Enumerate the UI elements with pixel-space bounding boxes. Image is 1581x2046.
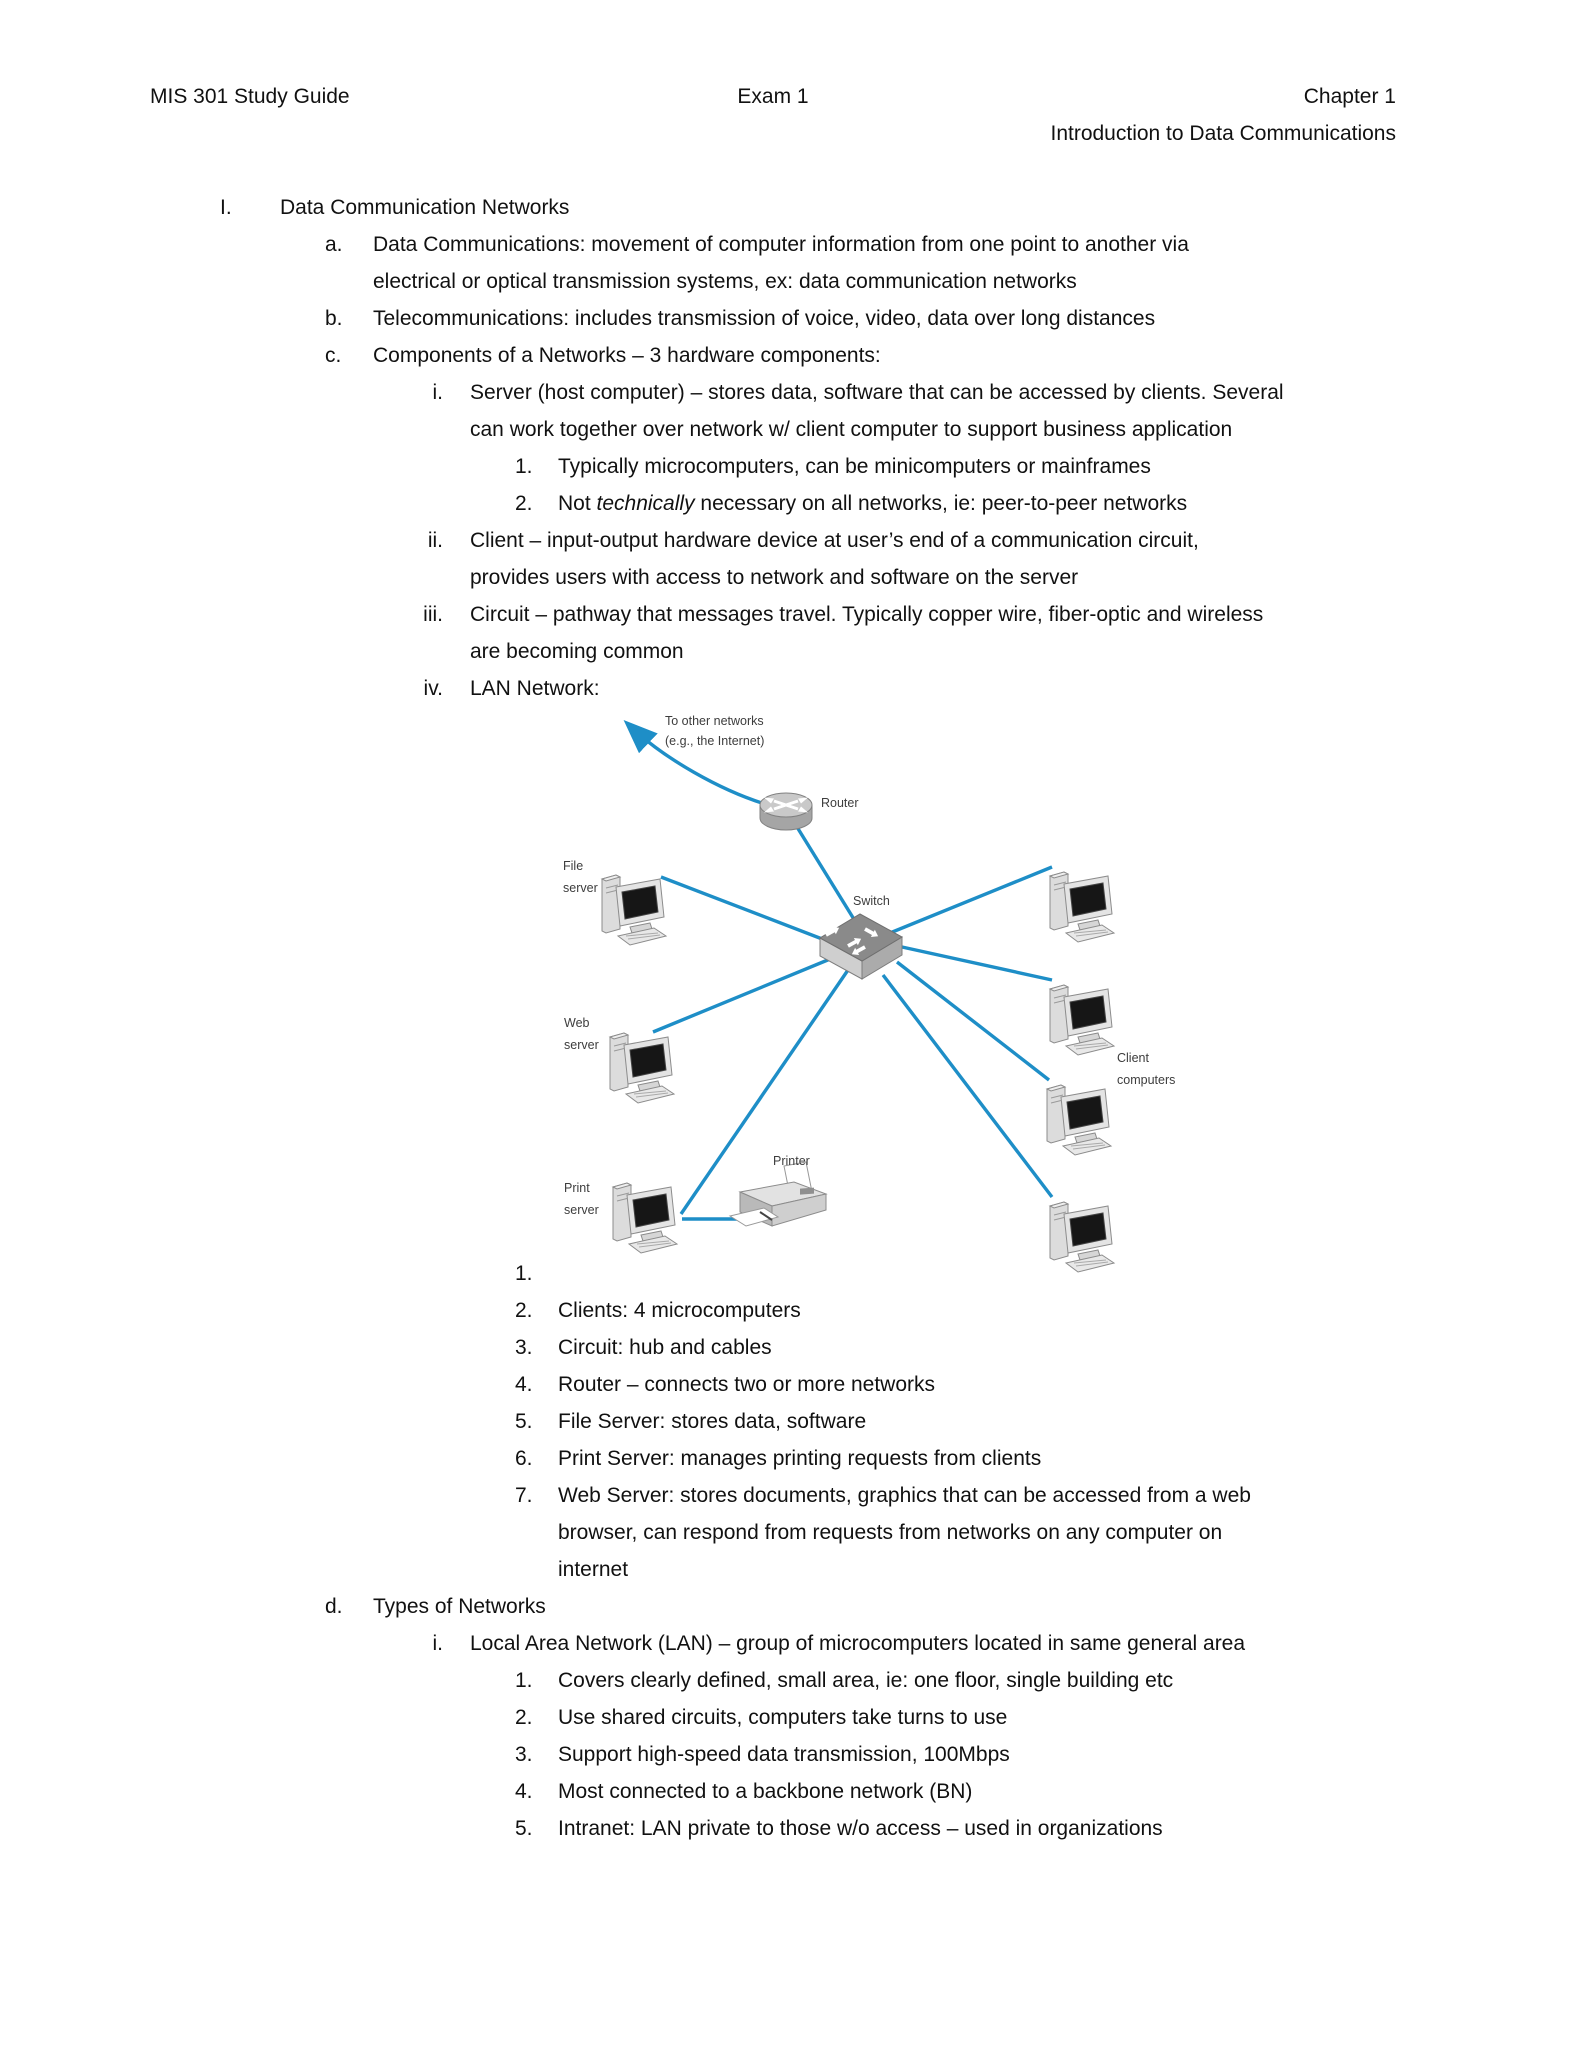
- list-marker: 3.: [515, 1336, 533, 1359]
- list-marker: 1.: [515, 1669, 533, 1692]
- outline-line: [150, 374, 1396, 411]
- outline-line: [150, 263, 1396, 300]
- outline-text: browser, can respond from requests from networks on any computer on: [558, 1521, 1223, 1544]
- outline-line: [150, 1477, 1396, 1514]
- printer-icon: [730, 1162, 826, 1226]
- list-marker: 5.: [515, 1410, 533, 1433]
- list-marker: 1.: [515, 1262, 533, 1285]
- outline-line: [150, 226, 1396, 263]
- outline-text: can work together over network w/ client computer to support business application: [470, 418, 1233, 441]
- switch-label: Switch: [853, 894, 890, 908]
- list-marker: 2.: [515, 1299, 533, 1322]
- outline-line: [150, 300, 1396, 337]
- list-marker: 7.: [515, 1484, 533, 1507]
- outline-text: are becoming common: [470, 640, 684, 663]
- outline-line: [150, 1810, 1396, 1847]
- outline-line: [150, 1440, 1396, 1477]
- list-marker: iii.: [423, 603, 443, 626]
- link-switch-web-server: [653, 957, 835, 1032]
- list-marker: ii.: [427, 529, 443, 552]
- outline-line: [150, 189, 1396, 226]
- list-marker: c.: [325, 344, 342, 367]
- outline-line: [150, 485, 1396, 522]
- client-computer-2-icon: [1050, 985, 1114, 1055]
- list-marker: 2.: [515, 492, 533, 515]
- list-marker: 2.: [515, 1706, 533, 1729]
- outline-line: [150, 1329, 1396, 1366]
- outline-line: [150, 1773, 1396, 1810]
- lan-network-diagram: [545, 707, 1193, 1272]
- outline-line: [150, 1699, 1396, 1736]
- header-exam-label: Exam 1: [737, 85, 809, 108]
- outline-text: Covers clearly defined, small area, ie: one floor, single building etc: [558, 1669, 1174, 1692]
- outline-line: [150, 1625, 1396, 1662]
- outline-text: electrical or optical transmission systems, ex: data communication networks: [373, 270, 1077, 293]
- lan-network-figure: [545, 707, 1193, 1255]
- outline-text: Clients: 4 microcomputers: [558, 1299, 801, 1322]
- list-marker: 5.: [515, 1817, 533, 1840]
- outline-line: [150, 633, 1396, 670]
- list-marker: i.: [432, 1632, 443, 1655]
- outline-text: Web Server: stores documents, graphics that can be accessed from a web: [558, 1484, 1251, 1507]
- outline-text: provides users with access to network and software on the server: [470, 566, 1079, 589]
- outline-line: [150, 1736, 1396, 1773]
- outline-text: Most connected to a backbone network (BN): [558, 1780, 973, 1803]
- outline-text: Router – connects two or more networks: [558, 1373, 935, 1396]
- link-switch-print-server: [681, 970, 848, 1214]
- switch-icon: [820, 914, 902, 979]
- file-server-label-1: File: [563, 859, 584, 873]
- outline-line: [150, 1588, 1396, 1625]
- outline-line: [150, 1292, 1396, 1329]
- list-marker: 4.: [515, 1780, 533, 1803]
- outline-line: [150, 411, 1396, 448]
- outline-text: Data Communications: movement of computer information from one point to another via: [373, 233, 1189, 256]
- web-server-icon: [610, 1033, 674, 1103]
- outline-text: Support high-speed data transmission, 100Mbps: [558, 1743, 1010, 1766]
- list-marker: iv.: [423, 677, 443, 700]
- page-header: [150, 78, 1396, 115]
- print-server-label-1: Print: [564, 1181, 590, 1195]
- client-computers-label-1: Client: [1117, 1051, 1149, 1065]
- outline-text: Client – input-output hardware device at user’s end of a communication circuit,: [470, 529, 1199, 552]
- outline-text: internet: [558, 1558, 629, 1581]
- outline-line: [150, 337, 1396, 374]
- header-chapter-label: Chapter 1: [1303, 85, 1396, 108]
- outline-text: Use shared circuits, computers take turns to use: [558, 1706, 1008, 1729]
- link-switch-file-server: [661, 877, 830, 942]
- outline-line: [150, 596, 1396, 633]
- list-marker: i.: [432, 381, 443, 404]
- list-marker: 4.: [515, 1373, 533, 1396]
- list-marker: 3.: [515, 1743, 533, 1766]
- internet-label-line1: To other networks: [665, 714, 764, 728]
- list-marker: 1.: [515, 455, 533, 478]
- link-switch-client-4: [883, 975, 1052, 1197]
- link-switch-client-2: [902, 947, 1052, 980]
- blank-line: [150, 152, 1396, 189]
- client-computers-label-2: computers: [1117, 1073, 1176, 1087]
- list-marker: a.: [325, 233, 343, 256]
- outline-text: Components of a Networks – 3 hardware components:: [373, 344, 881, 367]
- outline-section-top: [150, 189, 1396, 707]
- print-server-icon: [613, 1183, 677, 1253]
- internet-label-line2: (e.g., the Internet): [665, 734, 765, 748]
- outline-text: LAN Network:: [470, 677, 600, 700]
- list-marker: b.: [325, 307, 343, 330]
- outline-text: Local Area Network (LAN) – group of microcomputers located in same general area: [470, 1632, 1246, 1655]
- outline-text: Print Server: manages printing requests from clients: [558, 1447, 1042, 1470]
- outline-text: Not technically necessary on all networks, ie: peer-to-peer networks: [558, 492, 1188, 515]
- header-course-title: MIS 301 Study Guide: [150, 85, 350, 108]
- outline-line: [150, 670, 1396, 707]
- list-marker: 6.: [515, 1447, 533, 1470]
- print-server-label-2: server: [564, 1203, 599, 1217]
- outline-section-bottom: [150, 1255, 1396, 1847]
- client-computer-3-icon: [1047, 1085, 1111, 1155]
- outline-text: Data Communication Networks: [280, 196, 570, 219]
- printer-label: Printer: [773, 1154, 810, 1168]
- outline-text: Intranet: LAN private to those w/o access – used in organizations: [558, 1817, 1163, 1840]
- outline-line: [150, 1551, 1396, 1588]
- file-server-icon: [602, 875, 666, 945]
- outline-line: [150, 1366, 1396, 1403]
- outline-text: Telecommunications: includes transmission of voice, video, data over long distances: [373, 307, 1156, 330]
- link-router-switch: [797, 827, 860, 929]
- link-switch-client-1: [885, 867, 1052, 935]
- router-icon: [760, 793, 812, 830]
- outline-text: Typically microcomputers, can be minicomputers or mainframes: [558, 455, 1151, 478]
- outline-text: File Server: stores data, software: [558, 1410, 867, 1433]
- header-chapter-subtitle: Introduction to Data Communications: [1050, 122, 1396, 145]
- outline-line: [150, 448, 1396, 485]
- outline-text: Circuit – pathway that messages travel. Typically copper wire, fiber-optic and wireless: [470, 603, 1264, 626]
- outline-line: [150, 1255, 1396, 1292]
- router-label: Router: [821, 796, 859, 810]
- outline-text: Server (host computer) – stores data, software that can be accessed by clients. Several: [470, 381, 1284, 404]
- outline-text: Types of Networks: [373, 1595, 546, 1618]
- list-marker: d.: [325, 1595, 343, 1618]
- outline-line: [150, 1514, 1396, 1551]
- outline-line: [150, 522, 1396, 559]
- web-server-label-1: Web: [564, 1016, 590, 1030]
- client-computer-1-icon: [1050, 872, 1114, 942]
- outline-line: [150, 1403, 1396, 1440]
- web-server-label-2: server: [564, 1038, 599, 1052]
- outline-line: [150, 1662, 1396, 1699]
- list-marker: I.: [220, 196, 232, 219]
- file-server-label-2: server: [563, 881, 598, 895]
- outline-text: Circuit: hub and cables: [558, 1336, 772, 1359]
- outline-line: [150, 559, 1396, 596]
